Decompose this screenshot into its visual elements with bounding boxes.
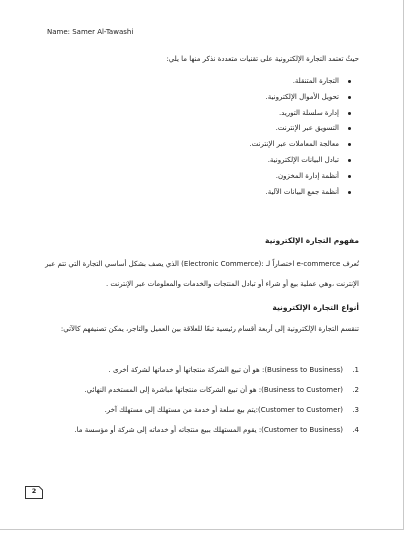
- intro-paragraph: حيثُ تعتمد التجارة الإلكترونية على تقنيات متعددة نذكر منها ما يلي:: [166, 55, 359, 63]
- list-item: التسويق عبر الإنترنت.: [111, 123, 351, 139]
- concept-paragraph: تُعرف e-commerce اختصاراً لـ :(Electronic Commerce) الذي يصف بشكل أساسي التجارة التي تتم عبر الإنترنت ،وهي عملية بيع أو شراء أو تبادل المنتجات والخدمات والمعلومات عبر الإنترنت .: [45, 260, 359, 288]
- types-intro-paragraph: تنقسم التجارة الإلكترونية إلى أربعة أقسام رئيسية تبعًا للعلاقة بين العميل والتاجر، يمكن تصنيفهم كالآتي:: [60, 325, 359, 333]
- list-item: معالجة المعاملات عبر الإنترنت.: [111, 139, 351, 155]
- types-heading: أنواع التجارة الإلكترونية: [272, 303, 359, 312]
- list-number: 3.: [352, 406, 359, 414]
- list-item: إدارة سلسلة التوريد.: [111, 108, 351, 124]
- types-list: [39, 360, 359, 440]
- list-text: (Customer to Customer):يتم بيع سلعة أو خدمة من مستهلك إلى مستهلك آخر.: [104, 406, 343, 414]
- page-number: 2: [31, 487, 37, 495]
- list-item: [39, 400, 359, 420]
- list-item: [39, 380, 359, 400]
- list-number: 2.: [352, 386, 359, 394]
- list-item: التجارة المتنقلة.: [111, 76, 351, 92]
- list-item: أنظمة جمع البيانات الآلية.: [111, 187, 351, 203]
- list-number: 4.: [352, 426, 359, 434]
- list-number: 1.: [352, 366, 359, 374]
- list-item: أنظمة إدارة المخزون.: [111, 171, 351, 187]
- list-text: (Business to Customer): هو أن تبيع الشركات منتجاتها مباشرة إلى المستخدم النهائي.: [84, 386, 343, 394]
- list-item: تحويل الأموال الإلكترونية.: [111, 92, 351, 108]
- list-item: تبادل البيانات الإلكترونية.: [111, 155, 351, 171]
- list-item: [39, 420, 359, 440]
- list-text: (Business to Business): هو أن تبيع الشركة منتجاتها أو خدماتها لشركة أخرى .: [108, 366, 343, 374]
- list-text: (Customer to Business): يقوم المستهلك ببيع منتجاته أو خدماته إلى شركة أو مؤسسة ما.: [74, 426, 343, 434]
- page-number-badge: [25, 486, 43, 498]
- author-header: Name: Samer Al-Tawashi: [47, 28, 134, 36]
- technologies-list: [111, 76, 351, 202]
- concept-heading: مفهوم التجارة الإلكترونية: [265, 236, 359, 245]
- list-item: [39, 360, 359, 380]
